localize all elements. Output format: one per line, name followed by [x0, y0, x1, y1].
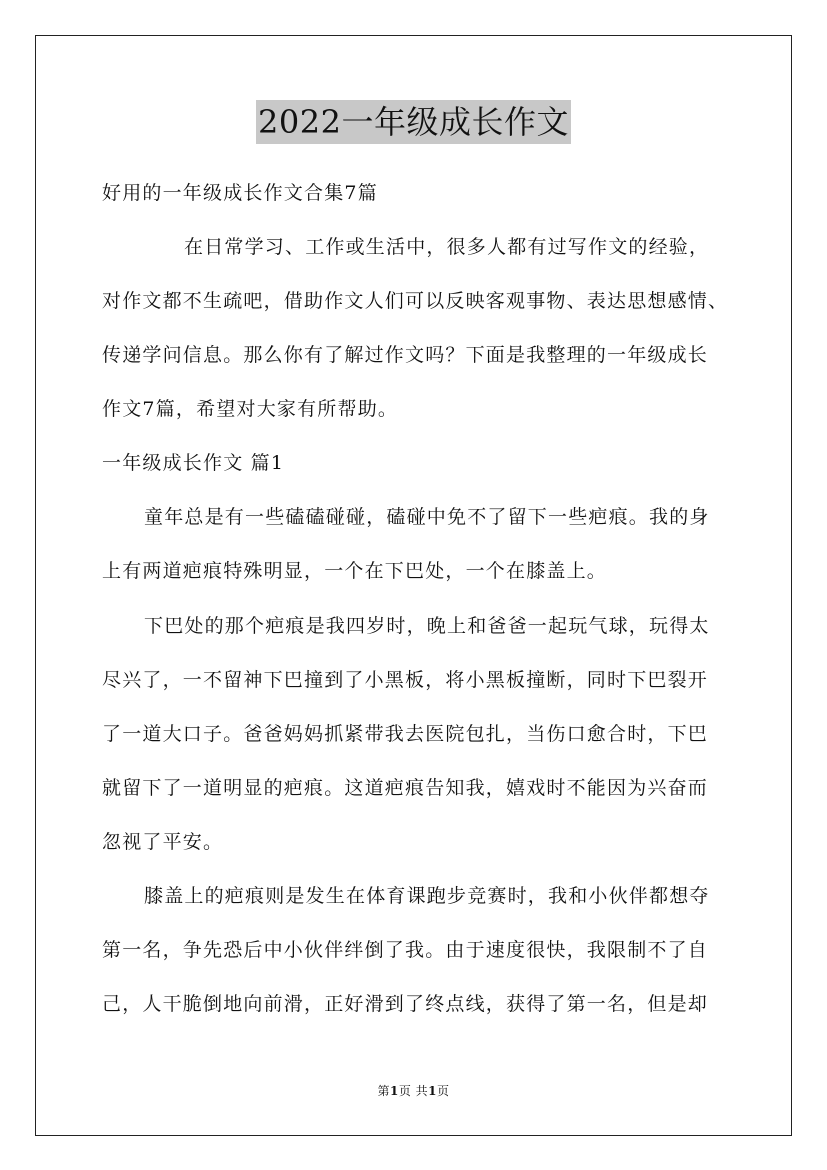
footer-page-total: 1	[428, 1084, 438, 1098]
footer-mid: 页 共	[398, 1084, 429, 1098]
paragraph-line: 膝盖上的疤痕则是发生在体育课跑步竞赛时，我和小伙伴都想夺	[144, 885, 710, 907]
page-footer	[0, 1083, 827, 1099]
paragraph-line: 尽兴了，一不留神下巴撞到了小黑板，将小黑板撞断，同时下巴裂开	[102, 669, 709, 691]
intro-line: 对作文都不生疏吧，借助作文人们可以反映客观事物、表达思想感情、	[102, 290, 729, 312]
intro-line: 在日常学习、工作或生活中，很多人都有过写作文的经验，	[184, 236, 710, 258]
footer-prefix: 第	[377, 1084, 390, 1098]
footer-page-current: 1	[389, 1084, 399, 1098]
document-title: 2022一年级成长作文	[256, 100, 571, 144]
section-heading: 一年级成长作文 篇1	[102, 452, 285, 474]
paragraph-line: 上有两道疤痕特殊明显，一个在下巴处，一个在膝盖上。	[102, 560, 608, 582]
paragraph-line: 童年总是有一些磕磕碰碰，磕碰中免不了留下一些疤痕。我的身	[144, 506, 710, 528]
paragraph-line: 就留下了一道明显的疤痕。这道疤痕告知我，嬉戏时不能因为兴奋而	[102, 777, 709, 799]
paragraph-line: 了一道大口子。爸爸妈妈抓紧带我去医院包扎，当伤口愈合时，下巴	[102, 723, 709, 745]
document-subtitle: 好用的一年级成长作文合集7篇	[102, 182, 378, 204]
paragraph-line: 下巴处的那个疤痕是我四岁时，晚上和爸爸一起玩气球，玩得太	[144, 615, 710, 637]
paragraph-line: 第一名，争先恐后中小伙伴绊倒了我。由于速度很快，我限制不了自	[102, 939, 709, 961]
title-container	[0, 100, 827, 144]
paragraph-line: 忽视了平安。	[102, 831, 224, 853]
intro-line: 作文7篇，希望对大家有所帮助。	[102, 398, 399, 420]
footer-suffix: 页	[437, 1084, 450, 1098]
intro-line: 传递学问信息。那么你有了解过作文吗？下面是我整理的一年级成长	[102, 344, 709, 366]
paragraph-line: 己，人干脆倒地向前滑，正好滑到了终点线，获得了第一名，但是却	[102, 993, 709, 1015]
